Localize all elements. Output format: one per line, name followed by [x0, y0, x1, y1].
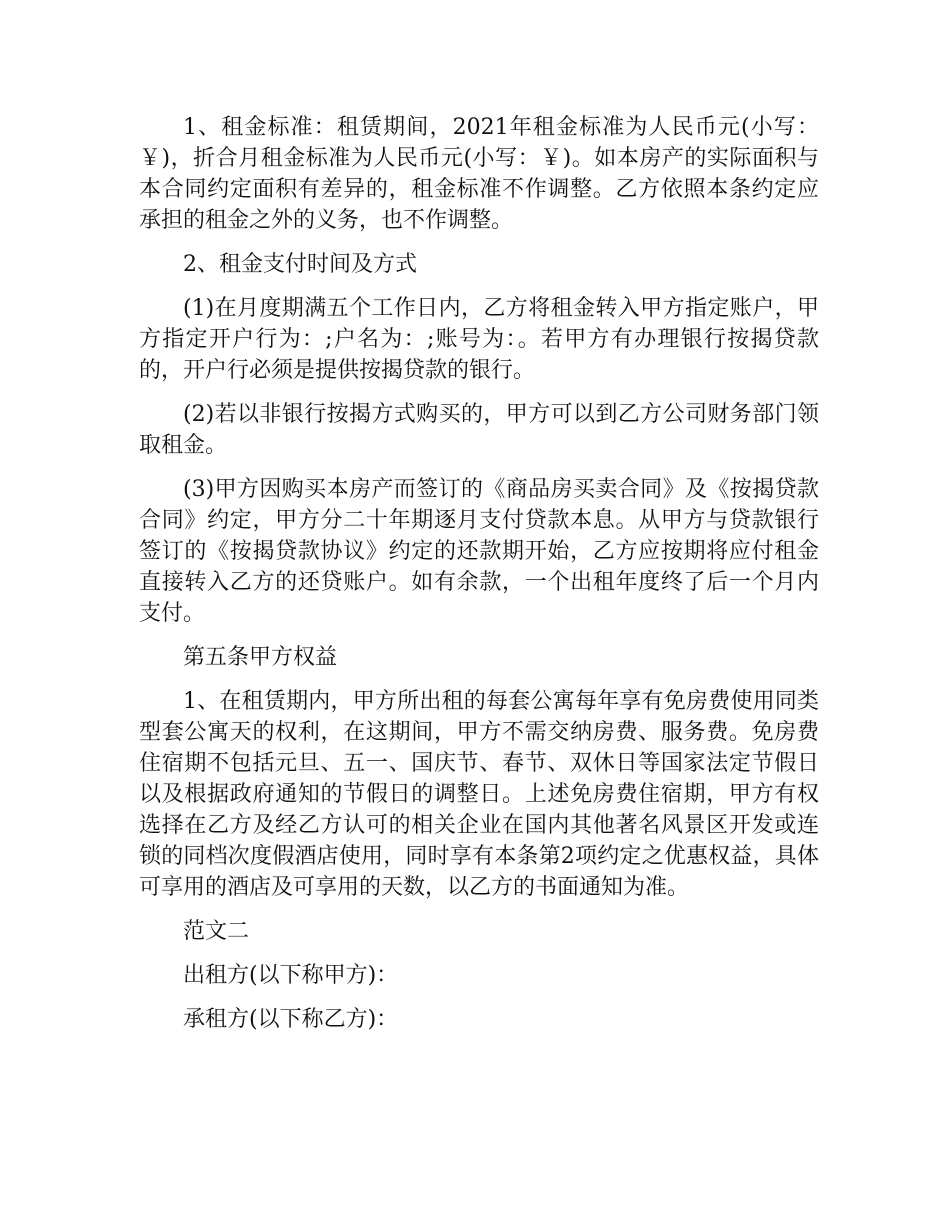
rent-standard-paragraph: 1、租金标准：租赁期间，2021年租金标准为人民币元(小写：￥)，折合月租金标准为人民币元(小写：￥)。如本房产的实际面积与本合同约定面积有差异的，租金标准不作调整。乙方依照本条约定应承担的租金之外的义务，也不作调整。	[139, 115, 819, 233]
payment-clause-1: (1)在月度期满五个工作日内，乙方将租金转入甲方指定账户，甲方指定开户行为：;户名为：;账号为：。若甲方有办理银行按揭贷款的，开户行必须是提供按揭贷款的银行。	[139, 296, 819, 383]
lessor-rights-paragraph: 1、在租赁期内，甲方所出租的每套公寓每年享有免房费使用同类型套公寓天的权利，在这期间，甲方不需交纳房费、服务费。免房费住宿期不包括元旦、五一、国庆节、春节、双休日等国家法定节假日以及根据政府通知的节假日的调整日。上述免房费住宿期，甲方有权选择在乙方及经乙方认可的相关企业在国内其他著名风景区开发或连锁的同档次度假酒店使用，同时享有本条第2项约定之优惠权益，具体可享用的酒店及可享用的天数，以乙方的书面通知为准。	[139, 689, 819, 900]
lessee-line: 承租方(以下称乙方)：	[183, 1007, 399, 1032]
payment-clause-3: (3)甲方因购买本房产而签订的《商品房买卖合同》及《按揭贷款合同》约定，甲方分二十年期逐月支付贷款本息。从甲方与贷款银行签订的《按揭贷款协议》约定的还款期开始，乙方应按期将应付租金直接转入乙方的还贷账户。如有余款，一个出租年度终了后一个月内支付。	[139, 477, 819, 626]
sample-two-heading: 范文二	[183, 919, 250, 944]
article-five-heading: 第五条甲方权益	[183, 645, 338, 670]
document-page	[139, 112, 819, 1048]
payment-method-heading: 2、租金支付时间及方式	[183, 252, 417, 277]
lessor-line: 出租方(以下称甲方)：	[183, 963, 399, 988]
payment-clause-2: (2)若以非银行按揭方式购买的，甲方可以到乙方公司财务部门领取租金。	[139, 402, 819, 458]
